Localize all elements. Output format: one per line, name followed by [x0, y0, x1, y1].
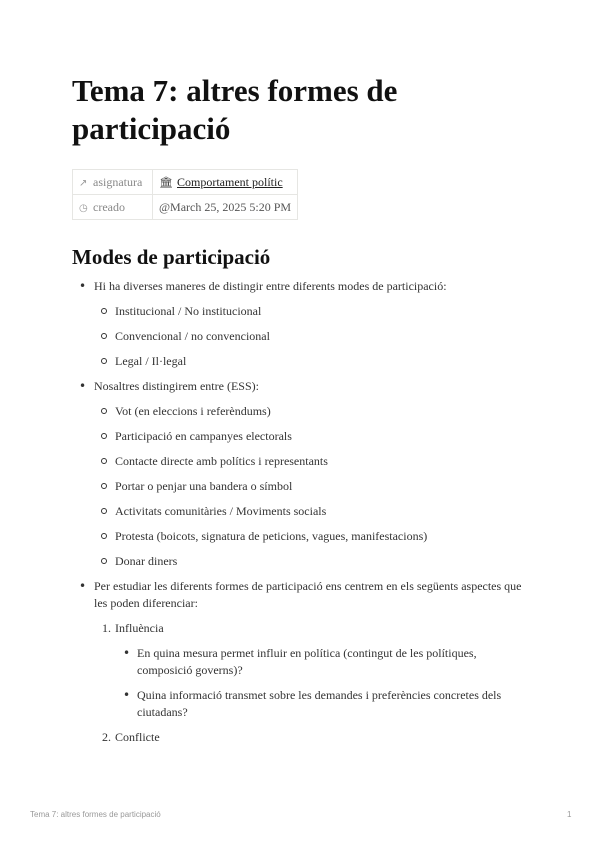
- property-value: @March 25, 2025 5:20 PM: [153, 195, 298, 220]
- ordered-list-item: 1. Influència • En quina mesura permet influir en política (contingut de les polítiques, composició governs)? • Quina informació transmet sobre les demandes i preferències concretes dels ciutadans?: [94, 616, 532, 725]
- list-item: • Hi ha diverses maneres de distingir entre diferents modes de participació: Institucional / No institucional Convencional / no convencional Legal / Il·legal: [72, 274, 532, 374]
- clock-icon: ◷: [79, 202, 88, 214]
- sub-list: [94, 399, 532, 574]
- ordered-list: [94, 616, 532, 750]
- ordered-list-item: 2. Conflicte: [102, 730, 160, 744]
- property-value: [153, 170, 298, 195]
- sub-list-item: Participació en campanyes electorals: [94, 424, 532, 449]
- sub-list-item: Legal / Il·legal: [94, 349, 532, 374]
- nested-bullet-list: [115, 641, 532, 725]
- bullet-list: [72, 274, 532, 750]
- sub-list-item: Convencional / no convencional: [94, 324, 532, 349]
- section-heading: Modes de participació: [72, 245, 271, 269]
- sub-list-item: Contacte directe amb polítics i representants: [94, 449, 532, 474]
- nested-list-item: • Quina informació transmet sobre les demandes i preferències concretes dels ciutadans?: [123, 688, 502, 719]
- sub-list-item: Vot (en eleccions i referèndums): [94, 399, 532, 424]
- subject-link[interactable]: Comportament polític: [177, 174, 283, 189]
- property-row-asignatura: [73, 170, 298, 195]
- list-item: • Per estudiar les diferents formes de participació ens centrem en els següents aspectes que les poden diferenciar: 1. Influència • En quina mesura permet influir en política (contingut de les polítiques, composició governs)? • Quina informació transmet sobre les demandes i preferències concretes dels ciutadans? 2. Conflicte: [72, 574, 532, 750]
- property-key: ↗ asignatura: [73, 170, 153, 195]
- sub-list-item: Activitats comunitàries / Moviments socials: [94, 499, 532, 524]
- property-key: ◷ creado: [73, 195, 153, 220]
- property-row-creado: [73, 195, 298, 220]
- footer-title: Tema 7: altres formes de participació: [30, 810, 161, 819]
- sub-list-item: Donar diners: [94, 549, 532, 574]
- page-number: 1: [567, 810, 572, 819]
- sub-list-item: Protesta (boicots, signatura de peticions, vagues, manifestacions): [94, 524, 532, 549]
- page-title: Tema 7: altres formes de participació: [72, 73, 398, 146]
- sub-list-item: Institucional / No institucional: [94, 299, 532, 324]
- list-item: • Nosaltres distingirem entre (ESS): Vot (en eleccions i referèndums) Participació en campanyes electorals Contacte directe amb polítics i representants Portar o penjar una bandera o símbol Activitats comunitàries / Moviments socials Protesta (boicots, signatura de peticions, vagues, manifestacions) Donar diners: [72, 374, 532, 574]
- institution-icon: 🏛: [159, 175, 173, 189]
- arrow-up-right-icon: ↗: [79, 177, 88, 189]
- properties-table: [72, 169, 298, 220]
- content-body: [72, 274, 532, 750]
- sub-list-item: Portar o penjar una bandera o símbol: [94, 474, 532, 499]
- nested-list-item: • En quina mesura permet influir en política (contingut de les polítiques, composició governs)?: [123, 646, 477, 677]
- sub-list: [94, 299, 532, 374]
